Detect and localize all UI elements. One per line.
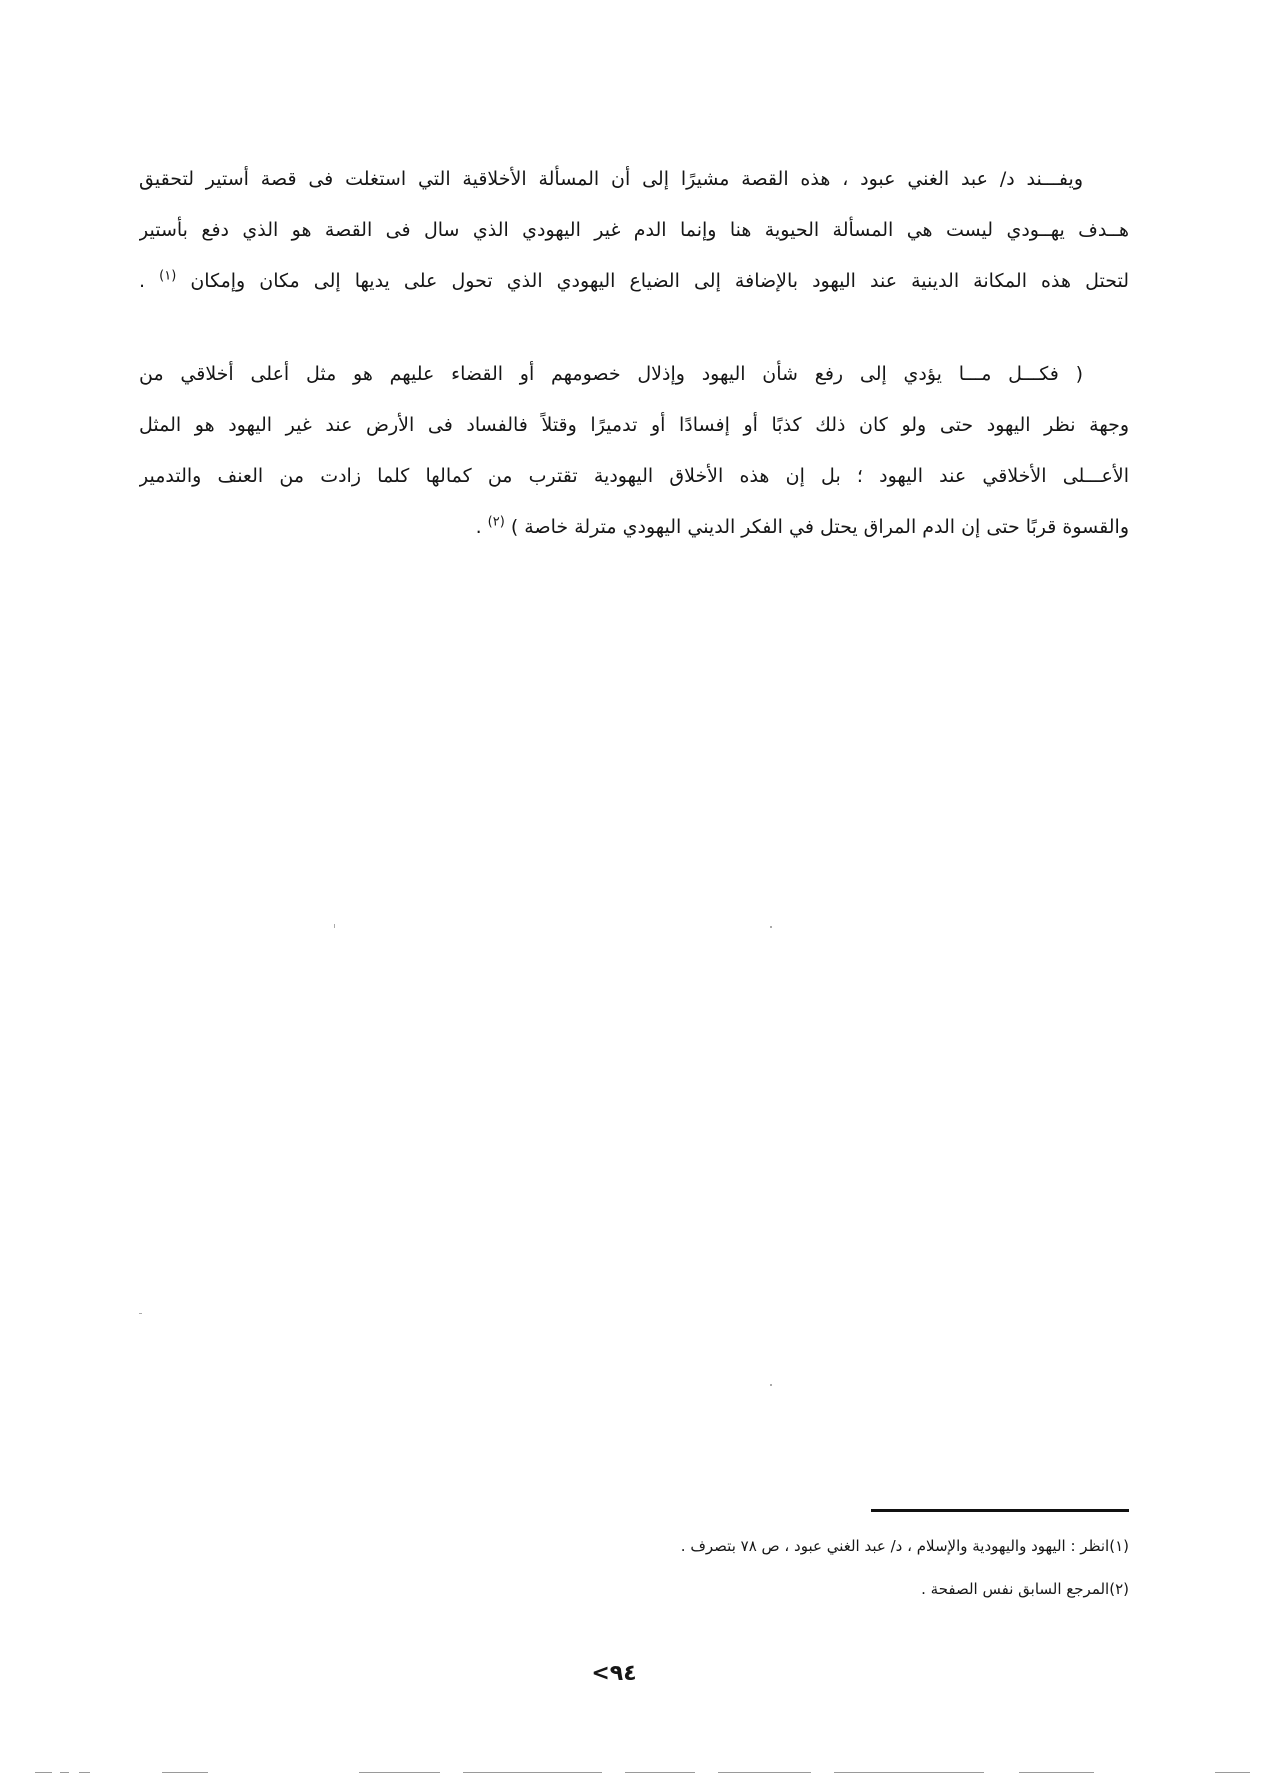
scan-speck (770, 926, 772, 928)
paragraph-line: الأعـــلى الأخلاقي عند اليهود ؛ بل إن هذه الأخلاق اليهودية تقترب من كمالها كلما زادت من العنف والتدمير (139, 465, 1129, 487)
line-text: والقسوة قربًا حتى إن الدم المراق يحتل في الفكر الديني اليهودي مترلة خاصة ) (510, 516, 1129, 538)
scan-artifact-line (1215, 1772, 1250, 1773)
scan-artifact-line (463, 1772, 602, 1773)
scan-artifact-line (60, 1772, 69, 1773)
scan-speck (139, 1313, 142, 1314)
paragraph-line: ( فكـــل مـــا يؤدي إلى رفع شأن اليهود وإذلال خصومهم أو القضاء عليهم هو مثل أعلى أخلاقي من (139, 363, 1083, 385)
paragraph-line: ويفـــند د/ عبد الغني عبود ، هذه القصة مشيرًا إلى أن المسألة الأخلاقية التي استغلت فى قصة أستير لتحقيق (139, 168, 1083, 190)
paragraph-last-line (139, 261, 1129, 301)
paragraph-line: هــدف يهــودي ليست هي المسألة الحيوية هنا وإنما الدم غير اليهودي الذي سال فى القصة هو الذي دفع بأستير (139, 219, 1129, 241)
footnote: (١)انظر : اليهود واليهودية والإسلام ، د/ عبد الغني عبود ، ص ٧٨ بتصرف . (680, 1537, 1129, 1555)
scan-artifact-line (625, 1772, 695, 1773)
footnote-reference: (١) (159, 268, 177, 284)
scan-artifact-line (162, 1772, 208, 1773)
paragraph-line: وجهة نظر اليهود حتى ولو كان ذلك كذبًا أو إفسادًا أو تدميرًا وقتلاً فالفساد فى الأرض عند غير اليهود هو المثل (139, 414, 1129, 436)
footnote: (٢)المرجع السابق نفس الصفحة . (921, 1580, 1129, 1598)
scan-artifact-line (718, 1772, 811, 1773)
scan-artifact-line (834, 1772, 984, 1773)
page-number: <٩٤ (591, 1661, 637, 1686)
paragraph-last-line (139, 507, 1129, 547)
footnote-separator (871, 1509, 1129, 1512)
line-text: لتحتل هذه المكانة الدينية عند اليهود بالإضافة إلى الضياع اليهودي الذي تحول على يديها إلى مكان وإمكان (190, 270, 1129, 292)
scan-artifact-line (359, 1772, 440, 1773)
footnote-reference: (٢) (487, 514, 505, 530)
line-end-period: . (139, 270, 146, 292)
scan-speck (334, 924, 335, 928)
scan-artifact-line (79, 1772, 90, 1773)
scan-artifact-line (1019, 1772, 1094, 1773)
scan-artifact-line (35, 1772, 52, 1773)
line-end-period: . (475, 516, 482, 538)
scan-speck (770, 1384, 772, 1386)
